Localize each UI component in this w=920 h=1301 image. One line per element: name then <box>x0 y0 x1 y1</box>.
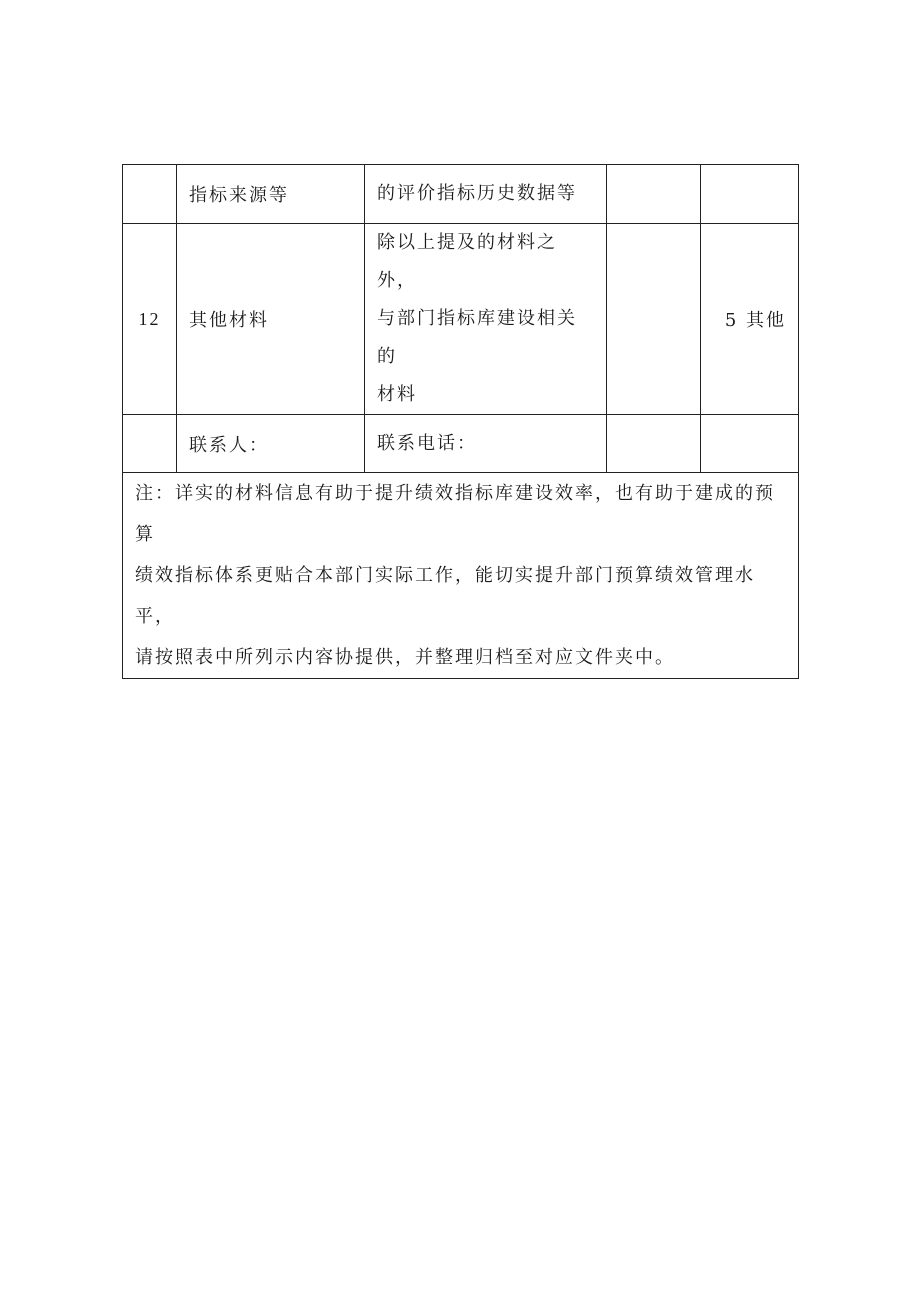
folder-cell <box>701 165 799 224</box>
description-line: 除以上提及的材料之外， <box>377 232 557 291</box>
note-cell <box>123 473 799 679</box>
material-name: 其他材料 <box>177 224 365 415</box>
provided-cell <box>607 165 701 224</box>
row-number <box>123 415 177 473</box>
provided-cell <box>607 224 701 415</box>
row-number: 12 <box>123 224 177 415</box>
material-name: 指标来源等 <box>177 165 365 224</box>
contact-phone-cell <box>365 415 607 473</box>
contact-phone-label: 联系电话： <box>377 432 477 454</box>
table-row <box>123 165 799 224</box>
folder-cell <box>701 415 799 473</box>
materials-table <box>122 164 799 679</box>
description-line: 材料 <box>377 384 417 405</box>
description-line: 的评价指标历史数据等 <box>377 183 577 204</box>
folder-cell: 5 其他 <box>701 224 799 415</box>
table-row <box>123 415 799 473</box>
table-row <box>123 224 799 415</box>
description-line: 与部门指标库建设相关的 <box>377 308 577 367</box>
note-row <box>123 473 799 679</box>
note-line: 注：详实的材料信息有助于提升绩效指标库建设效率，也有助于建成的预算 <box>135 483 775 545</box>
contact-person-label: 联系人： <box>177 415 365 473</box>
note-line: 绩效指标体系更贴合本部门实际工作，能切实提升部门预算绩效管理水平， <box>135 565 755 627</box>
material-description <box>365 165 607 224</box>
row-number <box>123 165 177 224</box>
material-description <box>365 224 607 415</box>
note-line: 请按照表中所列示内容协提供，并整理归档至对应文件夹中。 <box>135 647 675 668</box>
provided-cell <box>607 415 701 473</box>
